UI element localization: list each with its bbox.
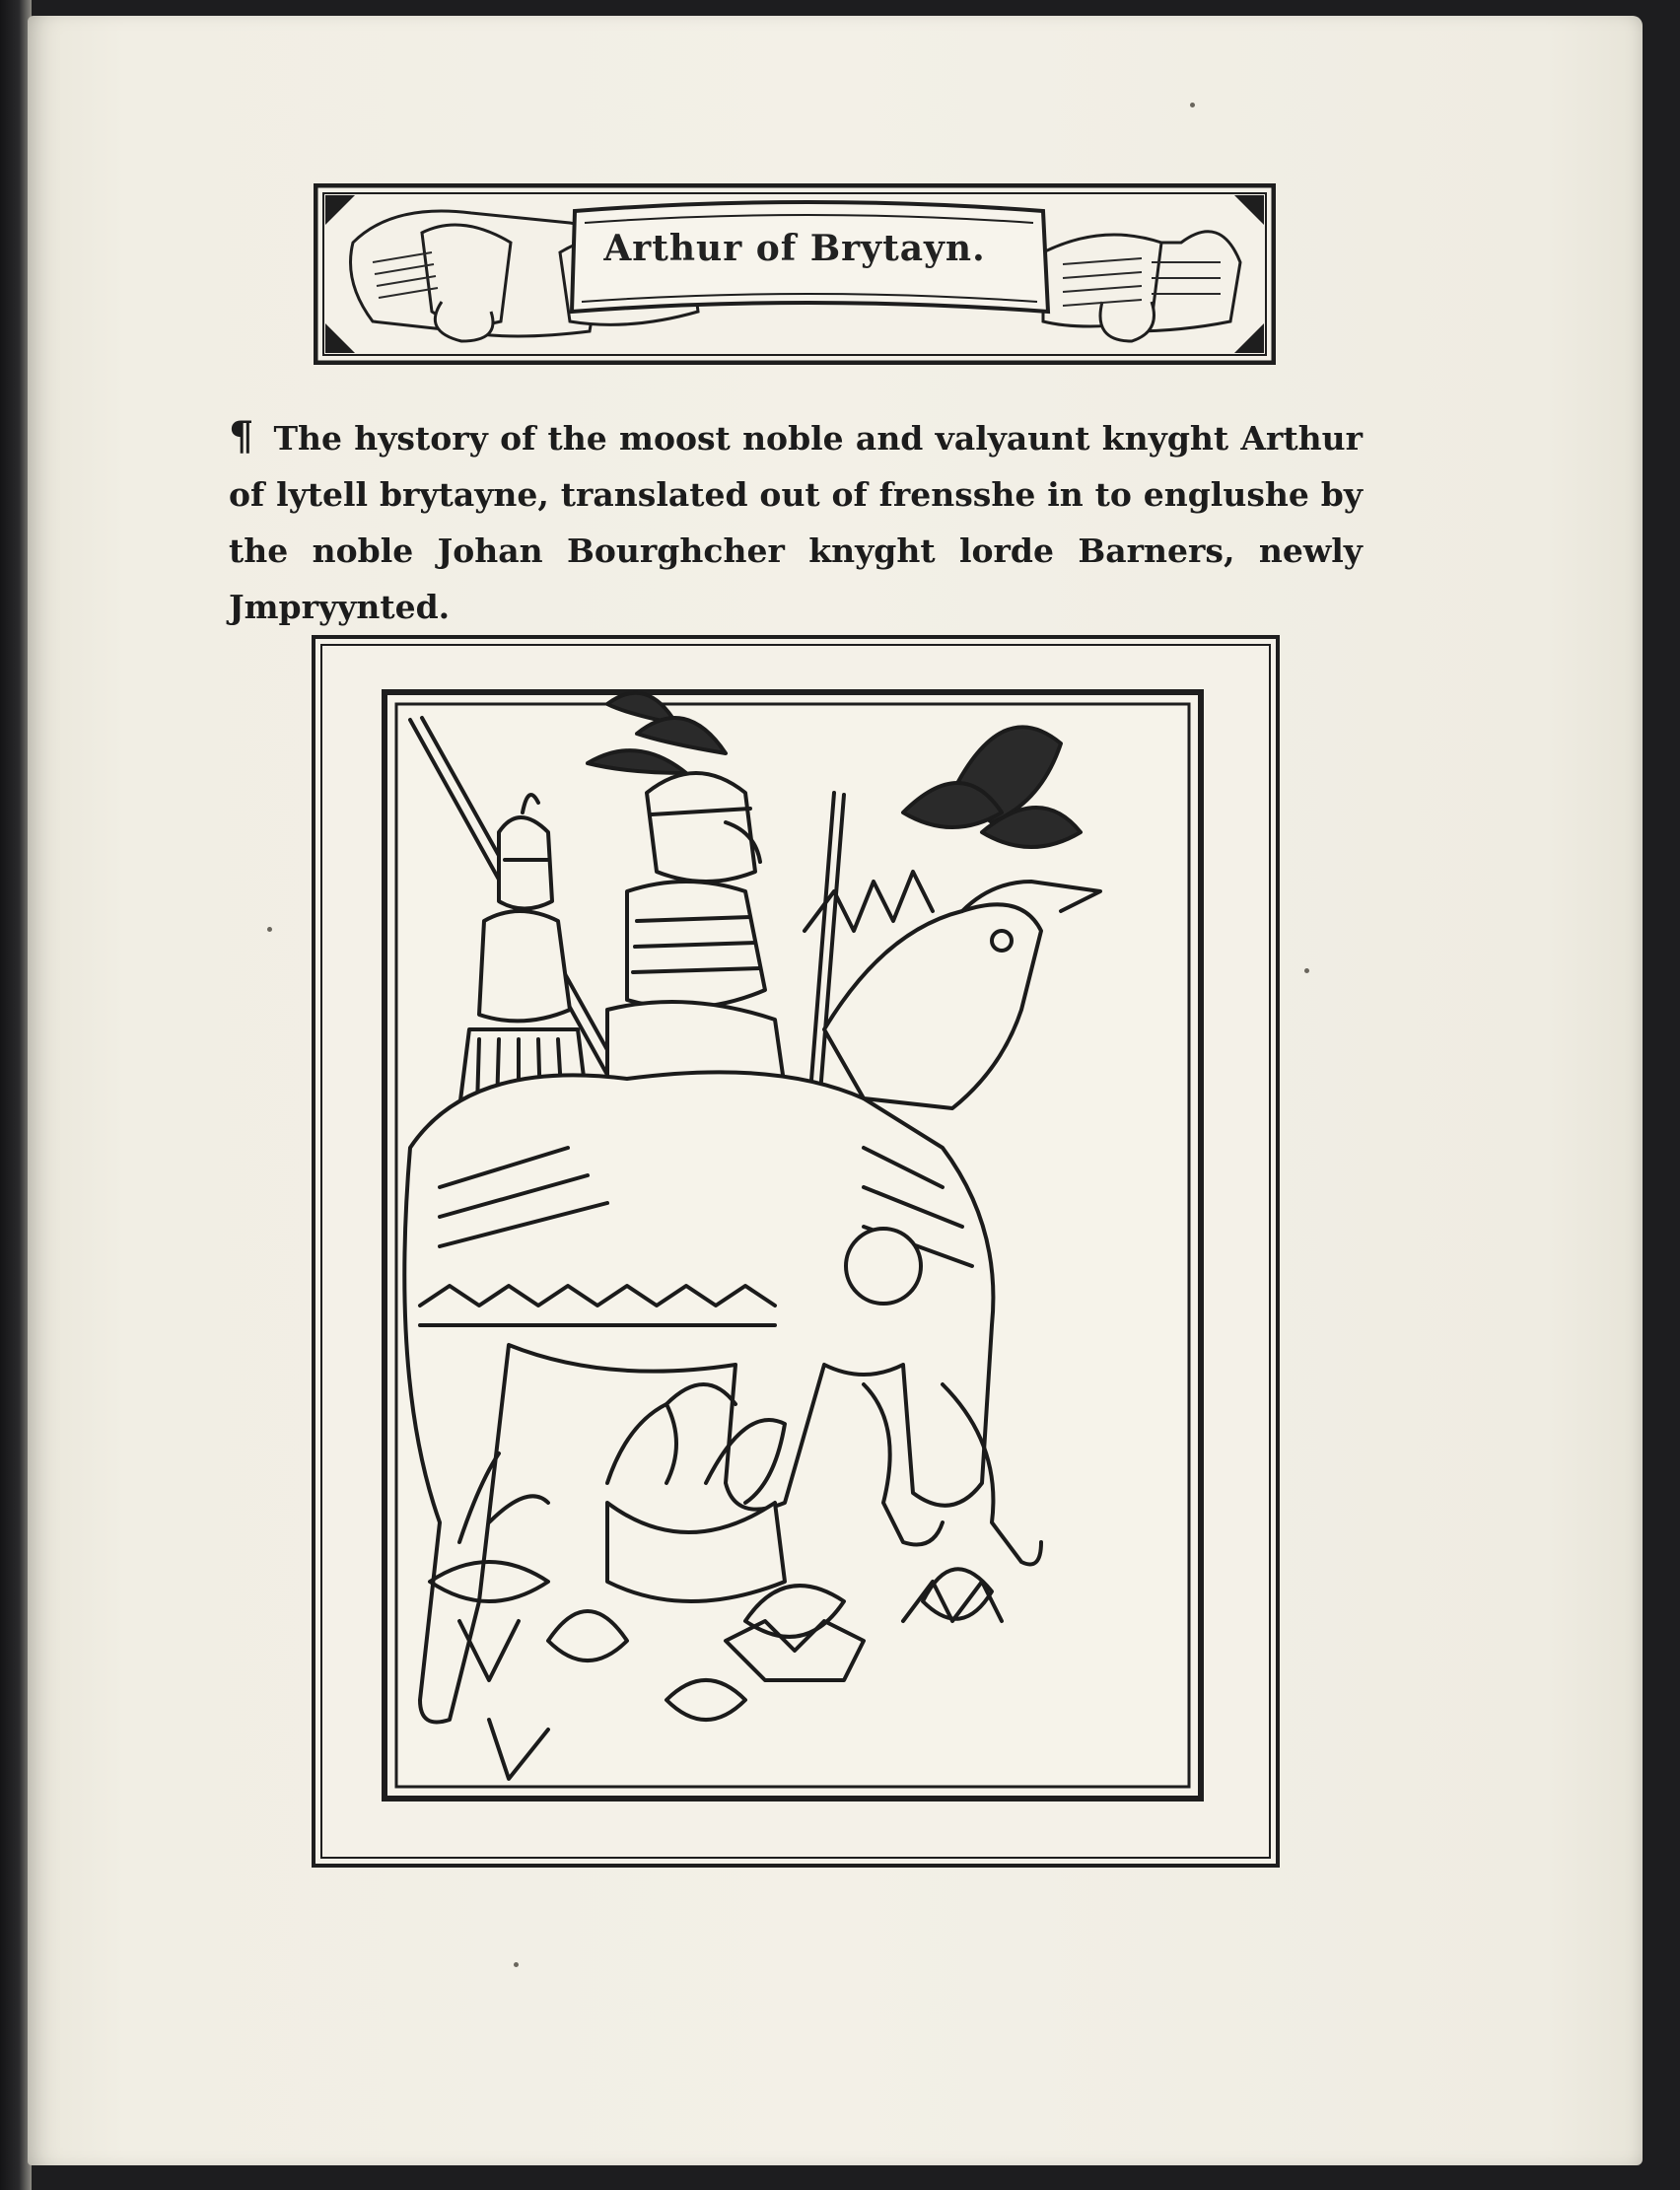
pilcrow-mark: ¶ bbox=[229, 413, 254, 459]
banner-title: Arthur of Brytayn. bbox=[603, 228, 986, 269]
page-speck bbox=[514, 1962, 519, 1967]
page-speck bbox=[1190, 103, 1195, 107]
page-speck bbox=[267, 927, 272, 932]
title-text: The hystory of the moost noble and valyaunt knyght Arthur of lytell brytayne, translated out of frensshe in to englushe by the noble Johan Bourghcher knyght lorde Barners, newly Jmpryynted. bbox=[229, 419, 1363, 626]
title-paragraph bbox=[229, 408, 1363, 635]
knights-on-horseback-woodcut-icon bbox=[312, 635, 1280, 1868]
page-speck bbox=[1304, 968, 1309, 973]
